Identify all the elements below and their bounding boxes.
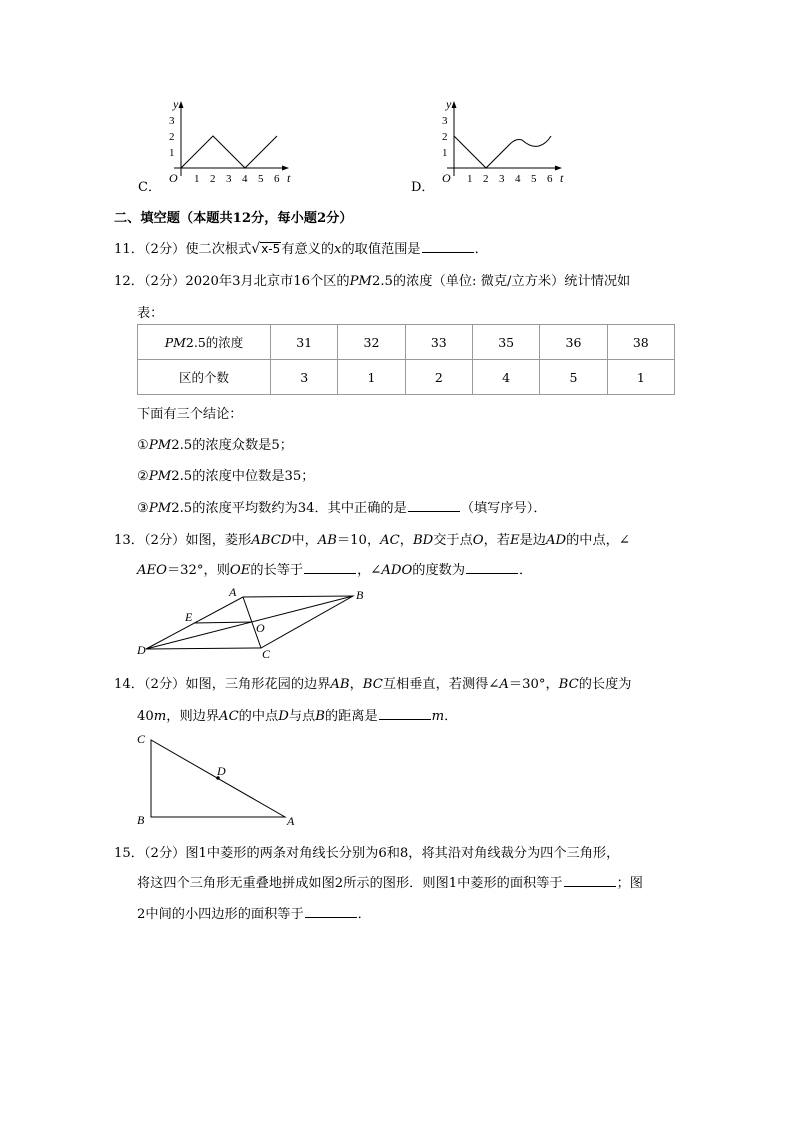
- t: A: [499, 677, 509, 692]
- question-14-line2: [137, 705, 457, 724]
- table-cell: 38: [607, 325, 674, 360]
- t: AC: [219, 709, 239, 724]
- graph-d-curve: [454, 136, 551, 168]
- t: m: [431, 709, 445, 724]
- t: ＝30°，: [508, 677, 559, 692]
- t: OE: [229, 563, 251, 578]
- label-c: C: [262, 647, 271, 660]
- table-cell: 5: [540, 360, 607, 395]
- x-tick-2: 2: [483, 173, 489, 185]
- t: BC: [558, 677, 579, 692]
- t: ，: [399, 533, 413, 548]
- q12-conclusion-1: [137, 434, 293, 453]
- t: 40: [137, 709, 154, 724]
- t: 13．（2分）如图，菱形: [114, 533, 252, 548]
- table-cell: 35: [472, 325, 539, 360]
- table-row: [138, 325, 675, 360]
- table-row: [138, 360, 675, 395]
- y-axis-label: y: [446, 97, 452, 111]
- triangle-figure: [135, 728, 305, 830]
- c1-text: 2.5的浓度众数是5；: [171, 438, 293, 453]
- t: ABCD: [251, 533, 292, 548]
- t: 的长度为: [578, 677, 632, 692]
- t: 互相垂直，若测得∠: [382, 677, 500, 692]
- y-tick-2: 2: [442, 131, 448, 143]
- question-15-line3: [137, 903, 371, 922]
- option-c-label: C．: [138, 180, 161, 195]
- t-axis-arrow: [282, 166, 289, 171]
- x-tick-1: 1: [467, 173, 473, 185]
- label-b: B: [137, 813, 145, 827]
- x-tick-3: 3: [226, 173, 232, 185]
- radical-sign-icon: √: [251, 241, 261, 257]
- origin-label: O: [442, 171, 451, 185]
- t-axis-arrow: [555, 166, 562, 171]
- label-o: O: [256, 621, 265, 635]
- c3-tail: （填写序号）．: [460, 501, 547, 516]
- table-header-cell: [138, 325, 271, 360]
- t: E: [509, 533, 520, 548]
- q11-text-c: 的取值范围是: [341, 242, 421, 257]
- y-axis-arrow: [179, 101, 184, 108]
- q11-radicand: x-5: [261, 242, 281, 256]
- x-tick-6: 6: [547, 173, 553, 185]
- question-14-line1: [114, 673, 631, 692]
- x-tick-2: 2: [210, 173, 216, 185]
- q12-text-b: 2.5的浓度（单位: 微克/立方米）统计情况如: [371, 274, 631, 289]
- question-13-line2: [137, 559, 532, 578]
- graph-c-plot: [150, 96, 310, 196]
- t: ADO: [381, 563, 413, 578]
- c3-text: 2.5的浓度平均数约为34．其中正确的是: [171, 501, 407, 516]
- t: D: [278, 709, 289, 724]
- y-axis-label: y: [173, 97, 179, 111]
- t: ；图: [616, 876, 643, 891]
- table-cell: 2: [405, 360, 472, 395]
- t: AB: [317, 533, 337, 548]
- pm-label: PM: [164, 335, 186, 350]
- graph-c-curve: [181, 136, 277, 168]
- table-cell: 31: [271, 325, 338, 360]
- q15-answer-blank-1[interactable]: [564, 874, 616, 887]
- graph-d-plot: [423, 96, 583, 196]
- q12-conclusion-3: [137, 497, 547, 516]
- segment-eo: [194, 622, 252, 623]
- t: 的中点: [238, 709, 279, 724]
- label-d: D: [217, 764, 226, 778]
- label-a: A: [229, 585, 237, 599]
- q11-var: x: [334, 242, 342, 257]
- y-tick-1: 1: [169, 147, 175, 159]
- q12-answer-blank[interactable]: [408, 499, 460, 512]
- table-cell: 36: [540, 325, 607, 360]
- t: AD: [545, 533, 567, 548]
- question-13-line1: [114, 529, 630, 548]
- origin-label: O: [169, 171, 178, 185]
- x-tick-6: 6: [274, 173, 280, 185]
- t: BC: [362, 677, 383, 692]
- t: ，: [349, 677, 363, 692]
- t: 是边: [519, 533, 546, 548]
- t: AB: [330, 677, 350, 692]
- t: ＝32°，则: [166, 563, 230, 578]
- x-tick-1: 1: [194, 173, 200, 185]
- pm: PM: [148, 469, 172, 484]
- pm: PM: [148, 501, 172, 516]
- question-15-line1: 15．（2分）图1中菱形的两条对角线长分别为6和8，将其沿对角线裁分为四个三角形，: [114, 846, 620, 861]
- q12-text-a: 12．（2分）2020年3月北京市16个区的: [114, 274, 350, 289]
- label-c: C: [137, 732, 146, 746]
- section-heading: 二、填空题（本题共12分，每小题2分）: [114, 211, 353, 226]
- t: m: [153, 709, 167, 724]
- y-tick-3: 3: [442, 115, 448, 127]
- t: 的度数为: [412, 563, 466, 578]
- t: 将这四个三角形无重叠地拼成如图2所示的图形．则图1中菱形的面积等于: [137, 876, 563, 891]
- x-tick-4: 4: [515, 173, 521, 185]
- q15-answer-blank-2[interactable]: [305, 905, 357, 918]
- y-tick-1: 1: [442, 147, 448, 159]
- table-cell: 4: [472, 360, 539, 395]
- x-tick-3: 3: [499, 173, 505, 185]
- t: 交于点: [433, 533, 473, 548]
- q11-end: ．: [474, 242, 488, 257]
- question-11: [114, 238, 488, 257]
- table-cell: 33: [405, 325, 472, 360]
- pm25-table: [137, 324, 675, 395]
- q12-intro: 下面有三个结论：: [137, 407, 243, 422]
- t: 中，: [291, 533, 318, 548]
- x-tick-4: 4: [242, 173, 248, 185]
- q11-answer-blank[interactable]: [422, 240, 474, 253]
- y-tick-2: 2: [169, 131, 175, 143]
- table-cell: 1: [338, 360, 405, 395]
- x-tick-5: 5: [531, 173, 537, 185]
- t: 与点: [288, 709, 316, 724]
- t: 的长等于: [250, 563, 304, 578]
- question-12-line1: [114, 270, 630, 289]
- t: 2中间的小四边形的面积等于: [137, 907, 304, 922]
- pm-label-rest: 2.5的浓度: [185, 335, 244, 350]
- t: ，则边界: [166, 709, 220, 724]
- c2-text: 2.5的浓度中位数是35；: [171, 469, 315, 484]
- t: 的距离是: [324, 709, 378, 724]
- circled-1: ①: [137, 438, 149, 453]
- x-tick-5: 5: [258, 173, 264, 185]
- t: O: [472, 533, 484, 548]
- option-d-label: D．: [411, 180, 435, 195]
- t: ．: [444, 709, 458, 724]
- table-cell: 32: [338, 325, 405, 360]
- circled-2: ②: [137, 469, 149, 484]
- table-header-cell: 区的个数: [138, 360, 271, 395]
- rhombus-figure: [135, 584, 375, 660]
- table-cell: 3: [271, 360, 338, 395]
- q12-pm: PM: [349, 274, 372, 289]
- q14-answer-blank[interactable]: [379, 707, 431, 720]
- t: ．: [357, 907, 371, 922]
- label-d: D: [137, 643, 146, 657]
- t: AEO: [137, 563, 167, 578]
- label-a: A: [287, 814, 295, 828]
- label-e: E: [185, 610, 193, 624]
- q13-answer-blank-2[interactable]: [466, 561, 518, 574]
- t-axis-label: t: [287, 171, 291, 185]
- label-b: B: [356, 588, 364, 602]
- y-axis-arrow: [452, 101, 457, 108]
- t: AC: [380, 533, 400, 548]
- t-axis-label: t: [560, 171, 564, 185]
- q12-conclusion-2: [137, 465, 314, 484]
- t: BD: [412, 533, 434, 548]
- t: B: [315, 709, 325, 724]
- q13-answer-blank-1[interactable]: [304, 561, 356, 574]
- circled-3: ③: [137, 501, 149, 516]
- t: ＝10，: [336, 533, 381, 548]
- q11-text-b: 有意义的: [281, 242, 335, 257]
- t: ．: [519, 563, 533, 578]
- t: ，若: [483, 533, 510, 548]
- question-15-line2: [137, 872, 643, 891]
- table-cell: 1: [607, 360, 674, 395]
- question-12-line2: 表：: [137, 306, 164, 321]
- t: 的中点，∠: [566, 533, 630, 548]
- y-tick-3: 3: [169, 115, 175, 127]
- q11-text-a: 11．（2分）使二次根式: [114, 242, 252, 257]
- t: ，∠: [357, 563, 382, 578]
- pm: PM: [148, 438, 172, 453]
- t: 14．（2分）如图，三角形花园的边界: [114, 677, 331, 692]
